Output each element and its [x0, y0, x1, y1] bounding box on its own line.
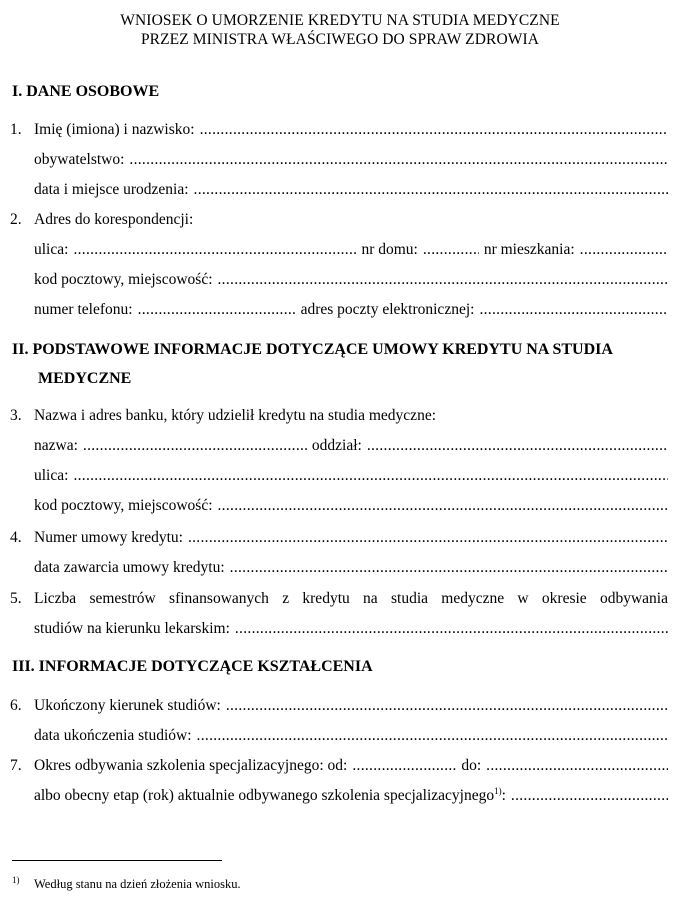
specialization-stage-text: albo obecny etap (rok) aktualnie odbywanego szkolenia specjalizacyjnego: [34, 787, 495, 804]
specialization-period-row: [10, 756, 668, 776]
item-number: 5.: [10, 590, 22, 607]
street-field[interactable]: [73, 240, 356, 260]
bank-name-row: [34, 436, 668, 456]
specialization-from-label: Okres odbywania szkolenia specjalizacyjnego: od:: [34, 757, 348, 774]
footnote-reference: 1): [494, 785, 502, 796]
birth-label: data i miejsce urodzenia:: [34, 181, 189, 198]
full-name-label: Imię (imiona) i nazwisko:: [34, 121, 195, 138]
flat-number-label: nr mieszkania:: [483, 241, 575, 258]
item-number: 7.: [10, 757, 22, 774]
semesters-row: [34, 619, 668, 639]
full-name-field[interactable]: [200, 120, 668, 140]
bank-postcode-row: [34, 496, 668, 516]
item-number: 1.: [10, 121, 22, 138]
contract-date-label: data zawarcia umowy kredytu:: [34, 559, 225, 576]
semesters-label-line2: studiów na kierunku lekarskim:: [34, 620, 230, 637]
postcode-row: [34, 270, 668, 290]
street-label: ulica:: [34, 241, 69, 258]
flat-number-field[interactable]: [580, 240, 668, 260]
item-number: 3.: [10, 407, 22, 424]
email-field[interactable]: [479, 300, 668, 320]
footnote: [12, 876, 241, 892]
stage-colon: :: [501, 787, 506, 804]
phone-row: [34, 300, 668, 320]
house-number-field[interactable]: [423, 240, 479, 260]
specialization-to-field[interactable]: [486, 756, 668, 776]
specialization-stage-label: [34, 786, 506, 806]
form-title-line2: PRZEZ MINISTRA WŁAŚCIWEGO DO SPRAW ZDROWIA: [140, 31, 540, 48]
graduation-date-row: [34, 726, 668, 746]
specialization-from-field[interactable]: [352, 756, 456, 776]
bank-street-row: [34, 466, 668, 486]
phone-field[interactable]: [138, 300, 296, 320]
specialization-to-label: do:: [461, 757, 482, 774]
section-2-heading: II. PODSTAWOWE INFORMACJE DOTYCZĄCE UMOWY KREDYTU NA STUDIA: [12, 341, 613, 358]
graduation-date-field[interactable]: [197, 726, 668, 746]
street-row: [34, 240, 668, 260]
birth-field[interactable]: [194, 180, 668, 200]
specialization-stage-field[interactable]: [511, 786, 668, 806]
postcode-label: kod pocztowy, miejscowość:: [34, 271, 213, 288]
semesters-label-line1: Liczba semestrów sfinansowanych z kredytu na studia medyczne w okresie odbywania: [34, 590, 668, 607]
footnote-mark: 1): [12, 874, 20, 885]
bank-branch-label: oddział:: [311, 437, 362, 454]
bank-postcode-label: kod pocztowy, miejscowość:: [34, 497, 213, 514]
study-field-label: Ukończony kierunek studiów:: [34, 697, 221, 714]
contract-date-field[interactable]: [230, 558, 668, 578]
section-3-heading: III. INFORMACJE DOTYCZĄCE KSZTAŁCENIA: [12, 658, 373, 675]
section-1-heading: I. DANE OSOBOWE: [12, 83, 160, 100]
birth-row: [34, 180, 668, 200]
bank-street-label: ulica:: [34, 467, 69, 484]
email-label: adres poczty elektronicznej:: [300, 301, 475, 318]
item-number: 6.: [10, 697, 22, 714]
contract-date-row: [34, 558, 668, 578]
citizenship-field[interactable]: [129, 150, 668, 170]
bank-label: Nazwa i adres banku, który udzielił kredytu na studia medyczne:: [34, 407, 437, 424]
phone-label: numer telefonu:: [34, 301, 133, 318]
footnote-separator: [12, 860, 222, 861]
section-2-heading-continued: MEDYCZNE: [38, 370, 132, 387]
study-field-row: [10, 696, 668, 716]
address-row: [10, 210, 668, 230]
address-label: Adres do korespondencji:: [34, 211, 194, 228]
contract-number-field[interactable]: [188, 528, 668, 548]
item-number: 4.: [10, 529, 22, 546]
bank-name-label: nazwa:: [34, 437, 78, 454]
postcode-field[interactable]: [218, 270, 669, 290]
bank-street-field[interactable]: [73, 466, 668, 486]
graduation-date-label: data ukończenia studiów:: [34, 727, 192, 744]
study-field-field[interactable]: [226, 696, 668, 716]
contract-number-label: Numer umowy kredytu:: [34, 529, 183, 546]
bank-branch-field[interactable]: [367, 436, 668, 456]
citizenship-label: obywatelstwo:: [34, 151, 125, 168]
footnote-text: Według stanu na dzień złożenia wniosku.: [34, 877, 241, 891]
bank-postcode-field[interactable]: [218, 496, 669, 516]
item-number: 2.: [10, 211, 22, 228]
citizenship-row: [34, 150, 668, 170]
house-number-label: nr domu:: [361, 241, 418, 258]
bank-name-field[interactable]: [83, 436, 307, 456]
full-name-row: [10, 120, 668, 140]
semesters-field[interactable]: [235, 619, 668, 639]
contract-number-row: [10, 528, 668, 548]
semesters-paragraph: [10, 589, 668, 609]
specialization-stage-row: [34, 786, 668, 806]
bank-row: [10, 406, 668, 426]
form-title-line1: WNIOSEK O UMORZENIE KREDYTU NA STUDIA MEDYCZNE: [120, 12, 560, 29]
